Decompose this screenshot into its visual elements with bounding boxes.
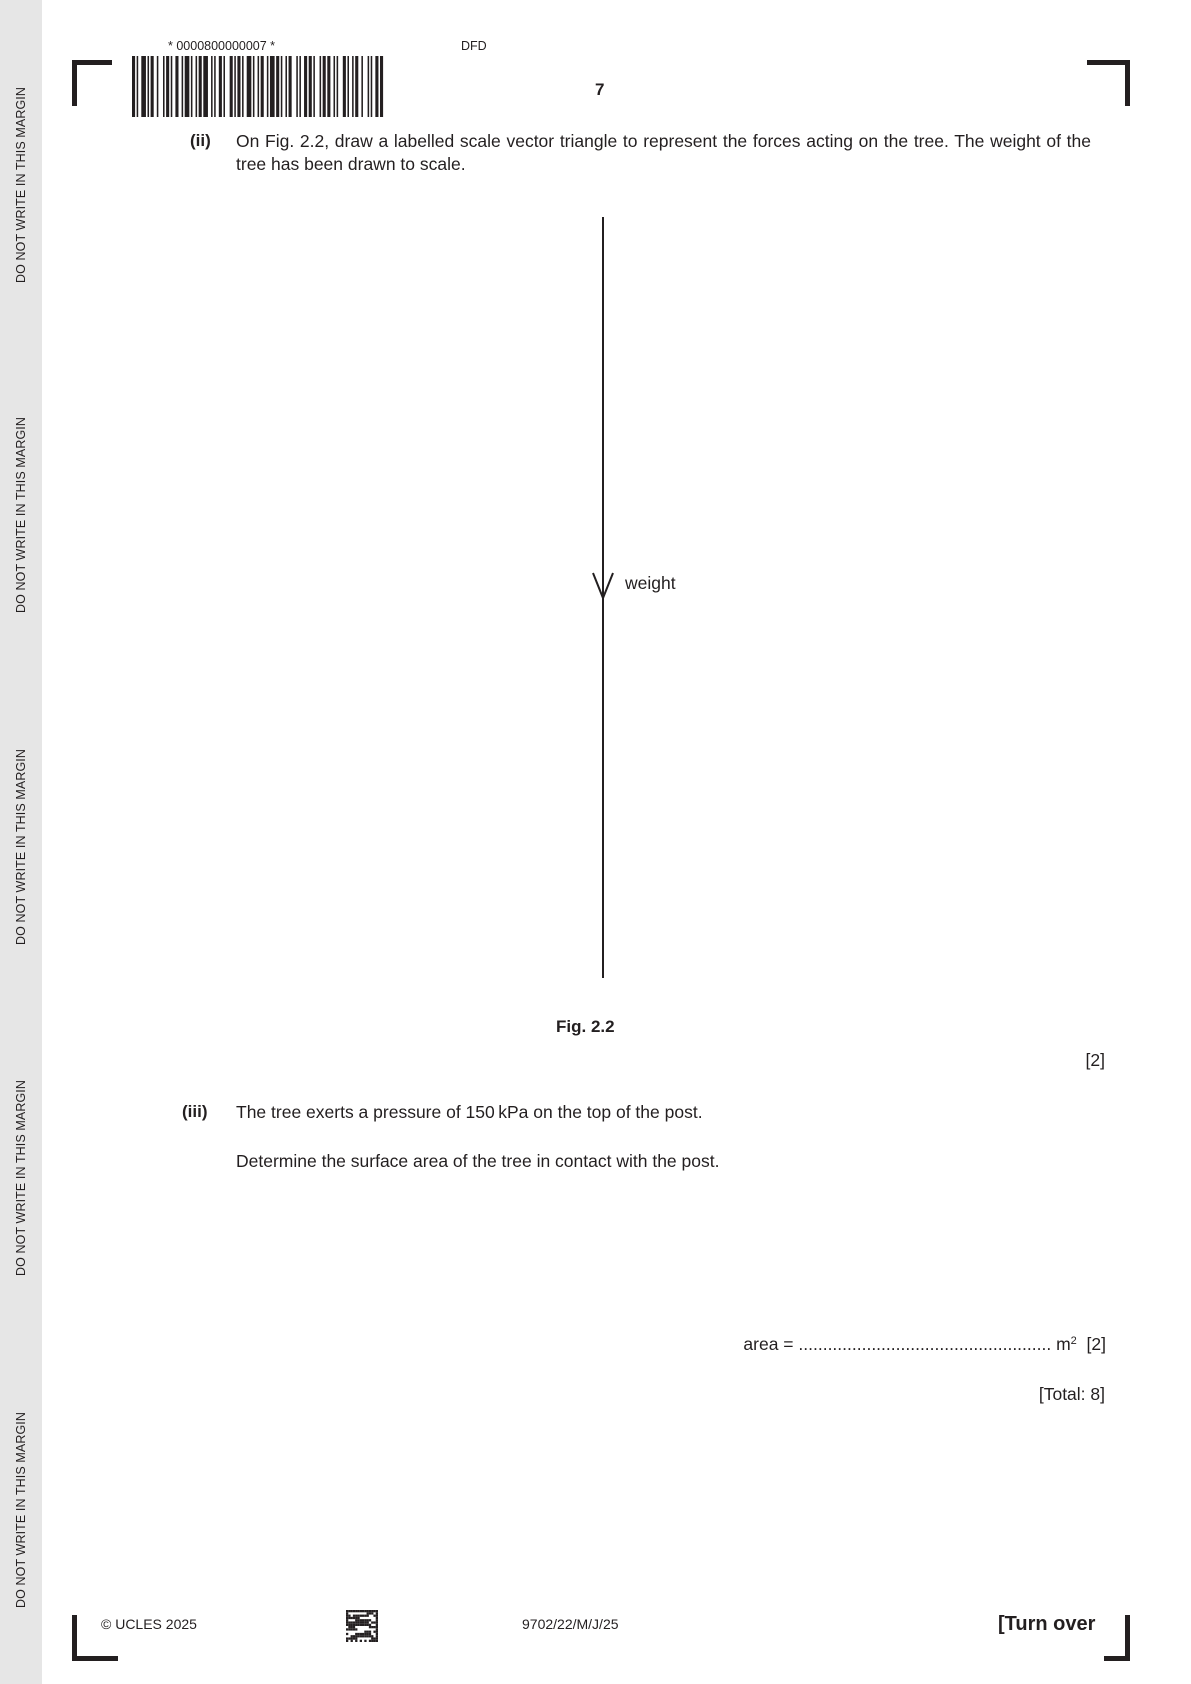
answer-unit-exponent: 2: [1070, 1335, 1077, 1347]
question-iii-line2: Determine the surface area of the tree in contact with the post.: [236, 1151, 720, 1171]
page-number: 7: [595, 80, 605, 99]
weight-vector: [585, 215, 625, 980]
answer-prefix: area =: [743, 1334, 799, 1354]
crop-mark-bottom-left: [72, 1656, 118, 1661]
barcode-number: * 0000800000007 *: [168, 39, 276, 53]
answer-line: [743, 1333, 1106, 1356]
turn-over: [Turn over: [998, 1613, 1096, 1635]
crop-mark-top-right: [1087, 60, 1130, 65]
qr-code-icon: [346, 1610, 378, 1642]
crop-mark-top-right: [1125, 60, 1130, 106]
marks-iii: [2]: [1086, 1334, 1106, 1354]
question-iii-label: (iii): [182, 1102, 208, 1121]
question-iii-line1: The tree exerts a pressure of 150 kPa on the top of the post.: [236, 1102, 703, 1122]
crop-mark-top-left: [72, 60, 77, 106]
crop-mark-bottom-right: [1125, 1615, 1130, 1661]
crop-mark-top-left: [72, 60, 112, 65]
copyright: © UCLES 2025: [101, 1616, 197, 1632]
crop-mark-bottom-right: [1104, 1656, 1130, 1661]
marks-ii: [2]: [1085, 1050, 1105, 1070]
answer-dots[interactable]: ....................................................: [798, 1334, 1052, 1354]
question-ii-label: (ii): [190, 131, 211, 150]
answer-unit: m: [1056, 1334, 1071, 1354]
paper-code: 9702/22/M/J/25: [522, 1616, 619, 1632]
question-ii-text: On Fig. 2.2, draw a labelled scale vector triangle to represent the forces acting on the tree. The weight of the tree has been drawn to scale.: [236, 131, 1091, 174]
total-marks: [Total: 8]: [1038, 1384, 1105, 1404]
figure-caption: Fig. 2.2: [556, 1017, 615, 1036]
barcode-icon: [132, 56, 496, 117]
barcode-tag: DFD: [461, 39, 487, 53]
crop-mark-bottom-left: [72, 1615, 77, 1661]
weight-label: weight: [625, 573, 676, 593]
